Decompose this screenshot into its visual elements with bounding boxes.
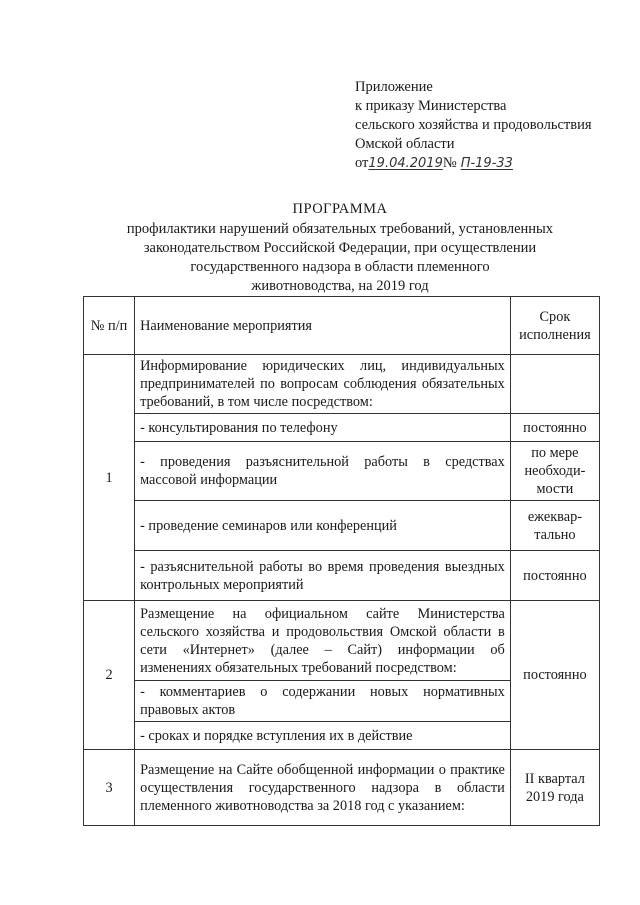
row-name: - сроках и порядке вступления их в действие xyxy=(135,722,511,750)
table-row xyxy=(84,601,600,681)
header-term: Срок исполнения xyxy=(510,297,599,355)
annex-line: сельского хозяйства и продовольствия xyxy=(355,117,592,133)
table-row xyxy=(84,551,600,601)
row-term: постоянно xyxy=(510,414,599,442)
row-name: Размещение на официальном сайте Министерства сельского хозяйства и продовольствия Омской области в сети «Интернет» (далее – Сайт) информации об изменениях обязательных требований посредством: xyxy=(135,601,511,681)
table-row xyxy=(84,501,600,551)
annex-line: Приложение xyxy=(355,79,433,95)
title-subtitle-line: законодательством Российской Федерации, при осуществлении xyxy=(143,240,537,256)
row-term: постоянно xyxy=(510,551,599,601)
title-subtitle-line: государственного надзора в области племенного xyxy=(190,259,490,275)
table-header-row xyxy=(84,297,600,355)
row-number: 2 xyxy=(84,601,135,750)
row-number: 3 xyxy=(84,750,135,826)
document-title xyxy=(120,200,560,296)
table-row xyxy=(84,750,600,826)
row-name: - проведения разъяснительной работы в средствах массовой информации xyxy=(135,442,511,501)
row-term: постоянно xyxy=(510,601,599,750)
row-term: по мере необходи-мости xyxy=(510,442,599,501)
annex-block xyxy=(355,78,592,173)
table-row xyxy=(84,355,600,414)
annex-line: к приказу Министерства xyxy=(355,98,507,114)
row-name: - комментариев о содержании новых нормативных правовых актов xyxy=(135,681,511,722)
row-name: - консультирования по телефону xyxy=(135,414,511,442)
header-name: Наименование мероприятия xyxy=(135,297,511,355)
handwritten-date: 19.04.2019 xyxy=(368,156,443,171)
title-main: ПРОГРАММА xyxy=(292,201,388,217)
row-name: - проведение семинаров или конференций xyxy=(135,501,511,551)
date-prefix: от xyxy=(355,155,369,171)
title-subtitle-line: животноводства, на 2019 год xyxy=(251,278,429,294)
handwritten-number: П-19-33 xyxy=(460,156,513,171)
program-table xyxy=(83,296,600,826)
annex-date-line xyxy=(355,155,513,171)
number-sign: № xyxy=(442,155,457,171)
row-number: 1 xyxy=(84,355,135,601)
row-term: ежеквар-тально xyxy=(510,501,599,551)
row-name: - разъяснительной работы во время проведения выездных контрольных мероприятий xyxy=(135,551,511,601)
row-term: II квартал 2019 года xyxy=(510,750,599,826)
title-subtitle-line: профилактики нарушений обязательных требований, установленных xyxy=(126,221,554,237)
row-name: Размещение на Сайте обобщенной информации о практике осуществления государственного надзора в области племенного животноводства за 2018 год с указанием: xyxy=(135,750,511,826)
header-num: № п/п xyxy=(84,297,135,355)
annex-line: Омской области xyxy=(355,136,455,152)
table-row xyxy=(84,414,600,442)
row-term xyxy=(510,355,599,414)
row-name: Информирование юридических лиц, индивидуальных предпринимателей по вопросам соблюдения обязательных требований, в том числе посредством: xyxy=(135,355,511,414)
table-row xyxy=(84,442,600,501)
